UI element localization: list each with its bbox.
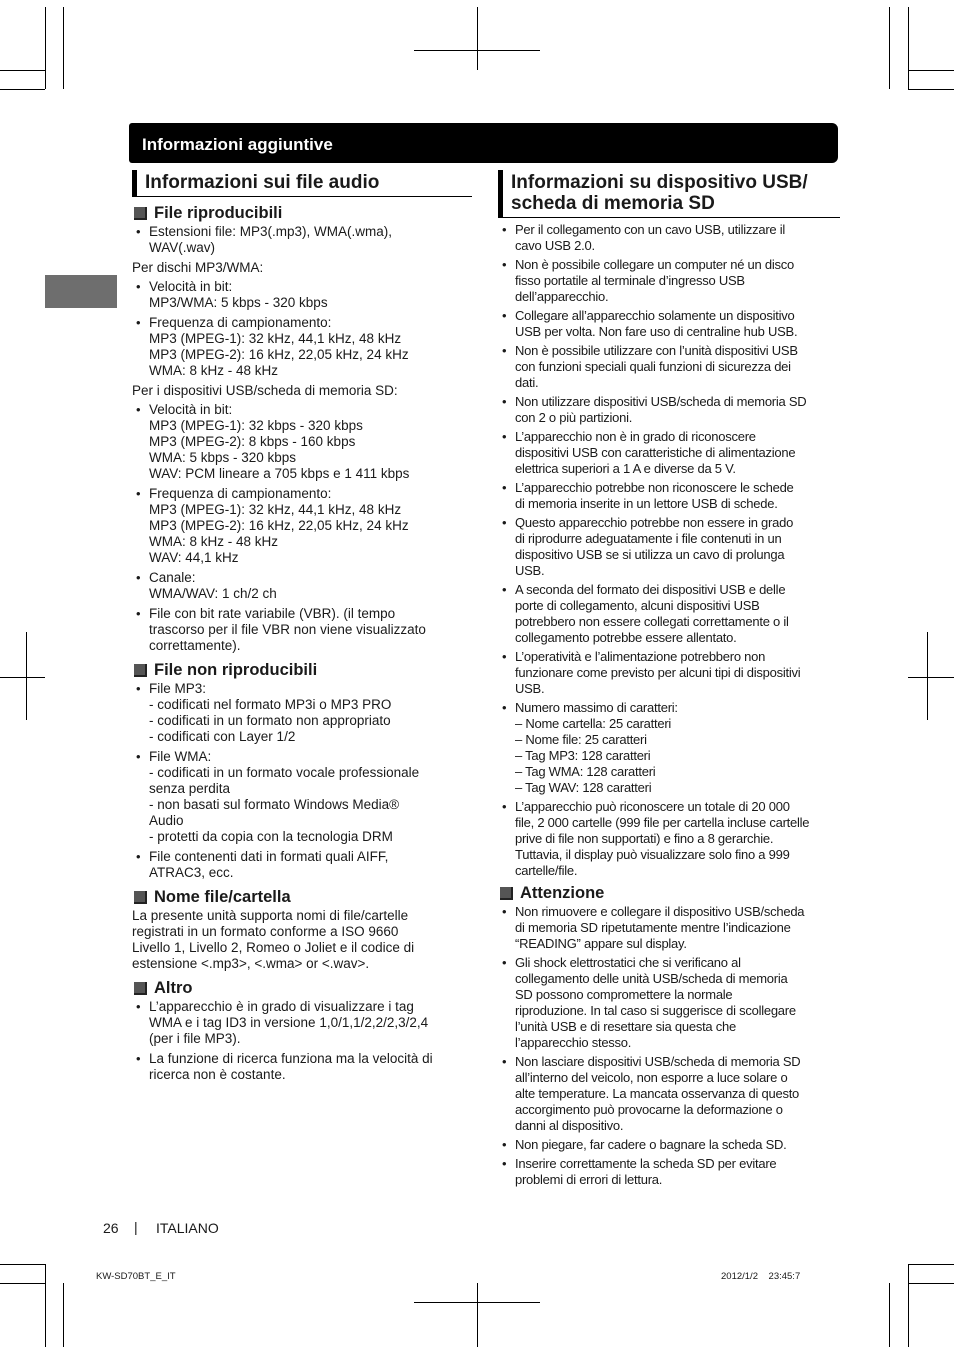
text-line: collegamento delle unità USB/scheda di memoria xyxy=(515,971,788,986)
text-line: cartelle/file. xyxy=(515,863,578,878)
square-bullet-icon xyxy=(134,207,147,220)
left-column xyxy=(132,170,472,1087)
list-item xyxy=(132,570,472,602)
text-line: WMA e i tag ID3 in versione 1,0/1,1/2,2/2,3/2,4 xyxy=(149,1015,429,1030)
text-line: WAV: PCM lineare a 705 kbps e 1 411 kbps xyxy=(149,466,410,481)
text-line: WMA: 8 kHz - 48 kHz xyxy=(149,534,279,549)
text-line: • Velocità in bit: xyxy=(149,402,233,417)
text-line: SD possono compromettere la normale xyxy=(515,987,733,1002)
subsection-altro xyxy=(132,978,472,998)
list-item xyxy=(498,700,840,796)
subsection-file-non-riproducibili xyxy=(132,660,472,680)
text-line: • File contenenti dati in formati quali AIFF, xyxy=(149,849,389,864)
text-line: MP3 (MPEG-2): 16 kHz, 22,05 kHz, 24 kHz xyxy=(149,518,409,533)
text-line: con funzioni speciali quali funzioni di sicurezza dei xyxy=(515,359,791,374)
text-line: - non basati sul formato Windows Media® xyxy=(149,797,400,812)
text-line: dispositivo USB se si utilizza un cavo di prolunga xyxy=(515,547,785,562)
list-item xyxy=(132,999,472,1047)
text-line: funzionare come previsto per alcuni tipi di dispositivi xyxy=(515,665,801,680)
list-item xyxy=(498,955,840,1051)
subsection-title: File non riproducibili xyxy=(154,661,318,679)
text-line: • Inserire correttamente la scheda SD per evitare xyxy=(515,1156,777,1171)
list-item xyxy=(498,343,840,391)
attention-list xyxy=(498,904,840,1188)
list-item xyxy=(498,1054,840,1134)
square-bullet-icon xyxy=(134,891,147,904)
subsection-attenzione xyxy=(498,883,840,903)
text-line: • Frequenza di campionamento: xyxy=(149,486,332,501)
text-line: problemi di errori di lettura. xyxy=(515,1172,663,1187)
subsection-title: Nome file/cartella xyxy=(154,888,291,906)
text-line: WAV(.wav) xyxy=(149,240,215,255)
list-item xyxy=(132,224,472,256)
text-line: Livello 1, Livello 2, Romeo o Joliet e il codice di xyxy=(132,940,415,955)
text-line: – Tag WMA: 128 caratteri xyxy=(515,764,656,779)
text-line: ricerca non è costante. xyxy=(149,1067,286,1082)
text-line: - codificati nel formato MP3i o MP3 PRO xyxy=(149,697,392,712)
text-line: riproduzione. In tal caso si suggerisce di scollegare xyxy=(515,1003,796,1018)
page-language: ITALIANO xyxy=(156,1220,219,1236)
side-tab xyxy=(45,275,117,308)
text-line: MP3 (MPEG-2): 8 kbps - 160 kbps xyxy=(149,434,356,449)
subsection-nome-file-cartella xyxy=(132,887,472,907)
list-item xyxy=(132,749,472,845)
text-line: “READING” appare sul display. xyxy=(515,936,687,951)
text-line: l’apparecchio stesso. xyxy=(515,1035,632,1050)
list-item xyxy=(132,606,472,654)
text-line: • L’apparecchio può riconoscere un totale di 20 000 xyxy=(515,799,790,814)
text-line: • Estensioni file: MP3(.mp3), WMA(.wma), xyxy=(149,224,393,239)
list-item xyxy=(498,308,840,340)
paragraph: Per dischi MP3/WMA: xyxy=(132,260,264,275)
text-line: estensione <.mp3>, <.wma> or <.wav>. xyxy=(132,956,370,971)
text-line: • Non è possibile collegare un computer né un disco xyxy=(515,257,794,272)
text-line: – Tag MP3: 128 caratteri xyxy=(515,748,651,763)
list-item xyxy=(498,515,840,579)
subsection-file-riproducibili xyxy=(132,203,472,223)
list-item xyxy=(132,402,472,482)
list-item xyxy=(132,681,472,745)
text-line: all’interno del veicolo, non esporre a luce solare o xyxy=(515,1070,788,1085)
text-line: MP3 (MPEG-1): 32 kHz, 44,1 kHz, 48 kHz xyxy=(149,502,402,517)
usb-notes-list xyxy=(498,222,840,879)
text-line: • Non lasciare dispositivi USB/scheda di memoria SD xyxy=(515,1054,801,1069)
title-line: Informazioni su dispositivo USB/ xyxy=(511,172,808,193)
text-line: MP3 (MPEG-1): 32 kHz, 44,1 kHz, 48 kHz xyxy=(149,331,402,346)
text-line: WMA: 5 kbps - 320 kbps xyxy=(149,450,297,465)
text-line: di memoria inserite in un lettore USB di schede. xyxy=(515,496,778,511)
text-line: trascorso per il file VBR non viene visualizzato xyxy=(149,622,426,637)
list-item xyxy=(498,1156,840,1188)
list-item xyxy=(132,1051,472,1083)
square-bullet-icon xyxy=(134,982,147,995)
text-line: correttamente). xyxy=(149,638,241,653)
text-line: • La funzione di ricerca funziona ma la velocità di xyxy=(149,1051,433,1066)
section-title-usb-sd xyxy=(498,170,840,218)
text-line: di riprodurre adeguatamente i file contenuti in un xyxy=(515,531,782,546)
list-item xyxy=(498,582,840,646)
page-separator: | xyxy=(134,1219,138,1235)
text-line: USB. xyxy=(515,681,545,696)
square-bullet-icon xyxy=(500,887,513,900)
text-line: WMA: 8 kHz - 48 kHz xyxy=(149,363,279,378)
subsection-title: Altro xyxy=(154,979,193,997)
text-line: dell’apparecchio. xyxy=(515,289,609,304)
text-line: - codificati in un formato non appropriato xyxy=(149,713,391,728)
text-line: di memoria SD ripetutamente mentre l’indicazione xyxy=(515,920,791,935)
text-line: Audio xyxy=(149,813,184,828)
list-item xyxy=(498,1137,840,1153)
text-line: MP3 (MPEG-1): 32 kbps - 320 kbps xyxy=(149,418,363,433)
text-line: • L’operatività e l’alimentazione potrebbero non xyxy=(515,649,766,664)
text-line: registrati in un formato conforme a ISO 9660 xyxy=(132,924,399,939)
text-line: • Collegare all’apparecchio solamente un dispositivo xyxy=(515,308,795,323)
text-line: file, 2 000 cartelle (999 file per cartella incluse cartelle xyxy=(515,815,810,830)
list-item xyxy=(132,315,472,379)
right-column xyxy=(498,170,840,1191)
text-line: l’unità USB e di resettare sia questa che xyxy=(515,1019,736,1034)
list-item xyxy=(132,849,472,881)
text-line: - codificati con Layer 1/2 xyxy=(149,729,296,744)
text-line: • File con bit rate variabile (VBR). (il tempo xyxy=(149,606,396,621)
text-line: • Canale: xyxy=(149,570,196,585)
text-line: USB per volta. Non fare uso di centraline hub USB. xyxy=(515,324,798,339)
text-line: accorgimento può provocarne la deformazione o xyxy=(515,1102,783,1117)
list-item xyxy=(498,429,840,477)
list-item xyxy=(132,279,472,311)
text-line: • L’apparecchio non è in grado di riconoscere xyxy=(515,429,756,444)
text-line: La presente unità supporta nomi di file/cartelle xyxy=(132,908,409,923)
text-line: collegamento potrebbe essere allentato. xyxy=(515,630,737,645)
list-item xyxy=(498,480,840,512)
text-line: danni al dispositivo. xyxy=(515,1118,624,1133)
list-item xyxy=(498,649,840,697)
text-line: dispositivi USB con caratteristiche di alimentazione xyxy=(515,445,796,460)
text-line: • File MP3: xyxy=(149,681,207,696)
text-line: – Nome file: 25 caratteri xyxy=(515,732,647,747)
text-line: • Non è possibile utilizzare con l’unità dispositivi USB xyxy=(515,343,798,358)
list-item xyxy=(498,799,840,879)
list-item xyxy=(132,486,472,566)
text-line: con 2 o più partizioni. xyxy=(515,410,633,425)
text-line: • A seconda del formato dei dispositivi USB e delle xyxy=(515,582,786,597)
text-line: cavo USB 2.0. xyxy=(515,238,595,253)
list-item xyxy=(498,904,840,952)
paragraph xyxy=(132,908,472,972)
text-line: • Non utilizzare dispositivi USB/scheda di memoria SD xyxy=(515,394,807,409)
text-line: • Gli shock elettrostatici che si verificano al xyxy=(515,955,741,970)
page-number: 26 xyxy=(103,1220,119,1236)
text-line: • Non piegare, far cadere o bagnare la scheda SD. xyxy=(515,1137,787,1152)
text-line: USB. xyxy=(515,563,545,578)
text-line: MP3 (MPEG-2): 16 kHz, 22,05 kHz, 24 kHz xyxy=(149,347,409,362)
section-header xyxy=(129,123,838,163)
footer-date: 2012/1/2 23:45:7 xyxy=(721,1271,801,1282)
list-item xyxy=(498,257,840,305)
text-line: • File WMA: xyxy=(149,749,212,764)
text-line: prive di file non supportati) e fino a 8 gerarchie. xyxy=(515,831,774,846)
text-line: • Non rimuovere e collegare il dispositivo USB/scheda xyxy=(515,904,805,919)
text-line: • Velocità in bit: xyxy=(149,279,233,294)
text-line: potrebbero non essere collegati correttamente o il xyxy=(515,614,789,629)
text-line: Tuttavia, il display può visualizzare solo fino a 999 xyxy=(515,847,790,862)
list-item xyxy=(498,222,840,254)
text-line: alte temperature. La mancata osservanza di questo xyxy=(515,1086,800,1101)
text-line: - codificati in un formato vocale professionale xyxy=(149,765,420,780)
title-line: scheda di memoria SD xyxy=(511,193,715,214)
section-header-title: Informazioni aggiuntive xyxy=(142,135,333,154)
paragraph: Per i dispositivi USB/scheda di memoria SD: xyxy=(132,383,398,398)
text-line: fisso portatile al terminale d’ingresso USB xyxy=(515,273,745,288)
text-line: – Tag WAV: 128 caratteri xyxy=(515,780,652,795)
text-line: • Numero massimo di caratteri: xyxy=(515,700,678,715)
text-line: - protetti da copia con la tecnologia DRM xyxy=(149,829,393,844)
square-bullet-icon xyxy=(134,664,147,677)
text-line: • Questo apparecchio potrebbe non essere in grado xyxy=(515,515,794,530)
subsection-title: Attenzione xyxy=(520,884,605,902)
text-line: WMA/WAV: 1 ch/2 ch xyxy=(149,586,277,601)
text-line: elettrica superiori a 1 A e diverse da 5 V. xyxy=(515,461,736,476)
text-line: (per i file MP3). xyxy=(149,1031,241,1046)
text-line: senza perdita xyxy=(149,781,231,796)
text-line: • L’apparecchio è in grado di visualizzare i tag xyxy=(149,999,414,1014)
text-line: dati. xyxy=(515,375,539,390)
text-line: • L’apparecchio potrebbe non riconoscere le schede xyxy=(515,480,794,495)
text-line: • Frequenza di campionamento: xyxy=(149,315,332,330)
subsection-title: File riproducibili xyxy=(154,204,283,222)
text-line: WAV: 44,1 kHz xyxy=(149,550,239,565)
text-line: • Per il collegamento con un cavo USB, utilizzare il xyxy=(515,222,786,237)
list-item xyxy=(498,394,840,426)
text-line: porte di collegamento, alcuni dispositivi USB xyxy=(515,598,760,613)
text-line: ATRAC3, ecc. xyxy=(149,865,234,880)
text-line: – Nome cartella: 25 caratteri xyxy=(515,716,672,731)
text-line: MP3/WMA: 5 kbps - 320 kbps xyxy=(149,295,328,310)
footer-file-code: KW-SD70BT_E_IT xyxy=(96,1271,176,1282)
section-title-audio-files: Informazioni sui file audio xyxy=(132,170,472,197)
